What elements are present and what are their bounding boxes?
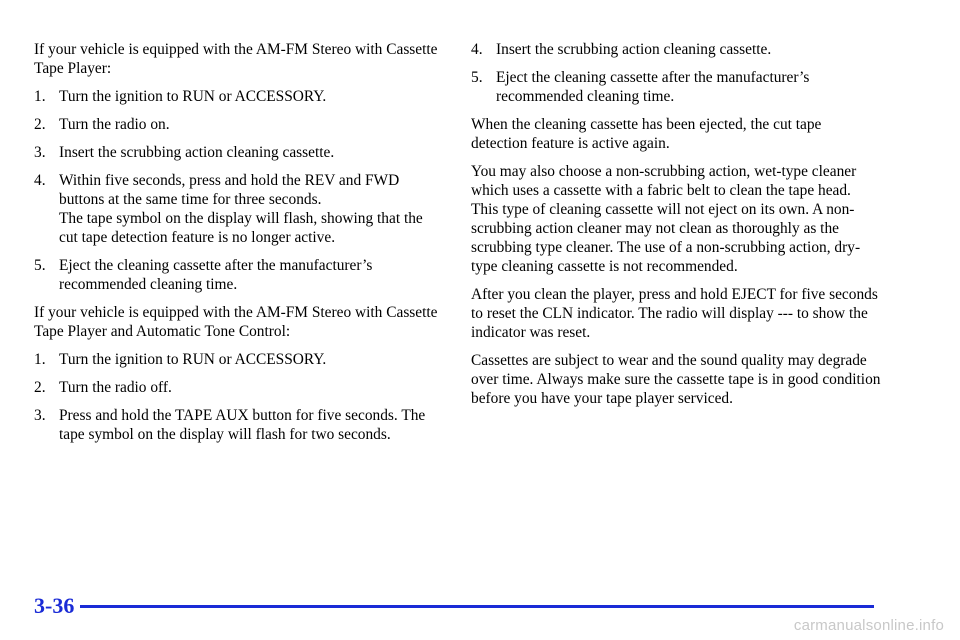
list-item [34,87,439,106]
body-paragraph-1: When the cleaning cassette has been ejected, the cut tape detection feature is active again. [471,116,822,152]
list-item [34,378,439,397]
body-paragraph-4: Cassettes are subject to wear and the sound quality may degrade over time. Always make sure the cassette tape is in good condition before you have your tape player serviced. [471,352,881,407]
list-text-block [59,171,439,247]
intro-paragraph-2: If your vehicle is equipped with the AM-FM Stereo with Cassette Tape Player and Automatic Tone Control: [34,304,438,340]
list-text: Turn the ignition to RUN or ACCESSORY. [59,351,327,368]
list-item [471,68,881,106]
list-number: 3. [34,144,46,161]
list-item [34,115,439,134]
intro-paragraph-1: If your vehicle is equipped with the AM-FM Stereo with Cassette Tape Player: [34,41,438,77]
page-number: 3-36 [34,593,75,618]
list-number: 4. [34,172,46,189]
watermark: carmanualsonline.info [793,617,944,634]
list-text: Within five seconds, press and hold the REV and FWD buttons at the same time for three seconds. [59,172,400,208]
list-number: 1. [34,351,46,368]
list-text: Eject the cleaning cassette after the manufacturer’s recommended cleaning time. [496,69,810,105]
body-paragraph-2: You may also choose a non-scrubbing action, wet-type cleaner which uses a cassette with a fabric belt to clean the tape head. This type of cleaning cassette will not eject on its own. A non-scrubbing action cleaner may not clean as thoroughly as the scrubbing type cleaner. The use of a non-scrubbing action, dry-type cleaning cassette is not recommended. [471,163,861,275]
list-item [34,171,439,247]
list-number: 2. [34,379,46,396]
list-text: Insert the scrubbing action cleaning cassette. [59,144,335,161]
list-text: Turn the ignition to RUN or ACCESSORY. [59,88,327,105]
list-number: 2. [34,116,46,133]
list-number: 5. [34,257,46,274]
right-column [471,40,881,417]
list-item [34,350,439,369]
list-subtext: The tape symbol on the display will flash, showing that the cut tape detection feature is no longer active. [59,210,423,246]
body-paragraph-3: After you clean the player, press and hold EJECT for five seconds to reset the CLN indicator. The radio will display --- to show the indicator was reset. [471,286,878,341]
list-number: 5. [471,69,483,86]
list-item [34,406,439,444]
footer-rule [80,605,874,608]
list-text: Eject the cleaning cassette after the manufacturer’s recommended cleaning time. [59,257,373,293]
list-number: 4. [471,41,483,58]
list-text: Turn the radio on. [59,116,170,133]
list-item [471,40,881,59]
list-number: 3. [34,407,46,424]
list-text: Press and hold the TAPE AUX button for five seconds. The tape symbol on the display will flash for two seconds. [59,407,426,443]
list-item [34,143,439,162]
list-item [34,256,439,294]
list-text: Turn the radio off. [59,379,172,396]
list-number: 1. [34,88,46,105]
list-text: Insert the scrubbing action cleaning cassette. [496,41,772,58]
left-column [34,40,439,453]
